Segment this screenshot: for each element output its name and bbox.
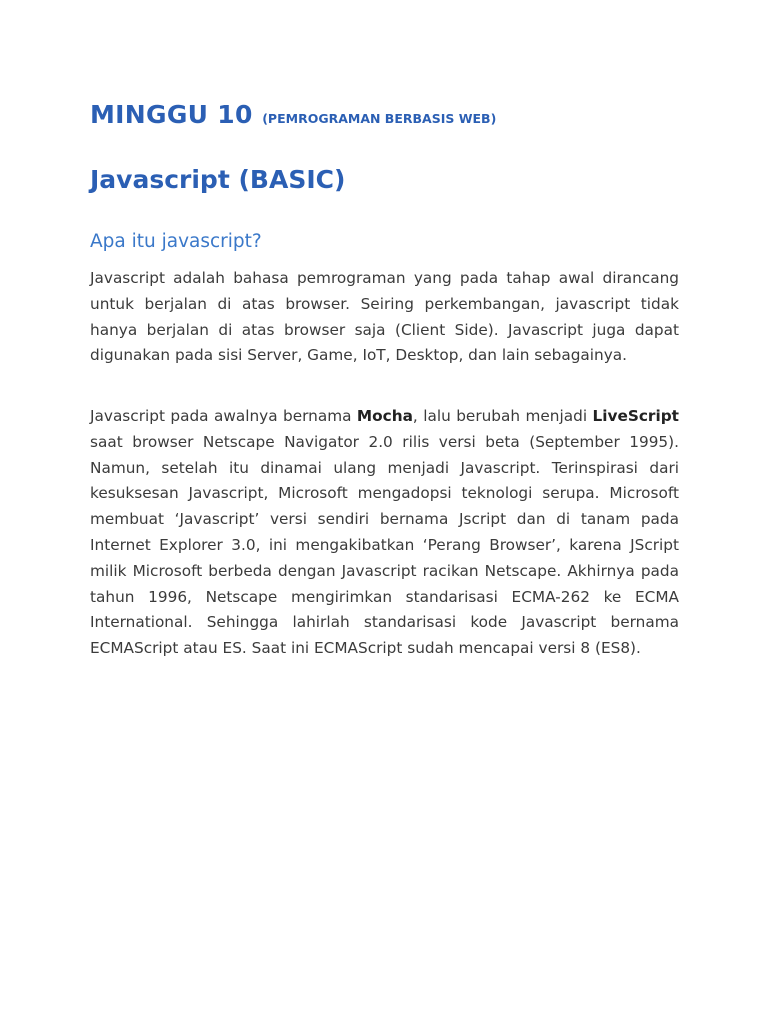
section-heading: Javascript (BASIC) [90, 165, 346, 194]
week-title [90, 100, 496, 129]
bold-term-livescript: LiveScript [592, 407, 679, 425]
week-title-subtitle: (PEMROGRAMAN BERBASIS WEB) [262, 111, 497, 126]
paragraph-history-text-3: saat browser Netscape Navigator 2.0 rilis versi beta (September 1995). Namun, setelah itu dinamai ulang menjadi Javascript. Terinspirasi dari kesuksesan Javascript, Microsoft mengadopsi teknologi serupa. Microsoft membuat ‘Javascript’ versi sendiri bernama Jscript dan di tanam pada Internet Explorer 3.0, ini mengakibatkan ‘Perang Browser’, karena JScript milik Microsoft berbeda dengan Javascript racikan Netscape. Akhirnya pada tahun 1996, Netscape mengirimkan standarisasi ECMA-262 ke ECMA International. Sehingga lahirlah standarisasi kode Javascript bernama ECMAScript atau ES. Saat ini ECMAScript sudah mencapai versi 8 (ES8). [90, 432, 679, 658]
paragraph-intro: Javascript adalah bahasa pemrograman yang pada tahap awal dirancang untuk berjalan di atas browser. Seiring perkembangan, javascript tidak hanya berjalan di atas browser saja (Client Side). Javascript juga dapat digunakan pada sisi Server, Game, IoT, Desktop, dan lain sebagainya. [90, 269, 679, 365]
subsection-heading: Apa itu javascript? [90, 231, 262, 252]
week-title-main: MINGGU 10 [90, 100, 253, 129]
paragraph-history [90, 404, 679, 662]
paragraph-history-text-2: , lalu berubah menjadi [412, 407, 593, 425]
bold-term-mocha: Mocha [356, 407, 413, 425]
paragraph-history-text-1: Javascript pada awalnya bernama [90, 407, 357, 425]
